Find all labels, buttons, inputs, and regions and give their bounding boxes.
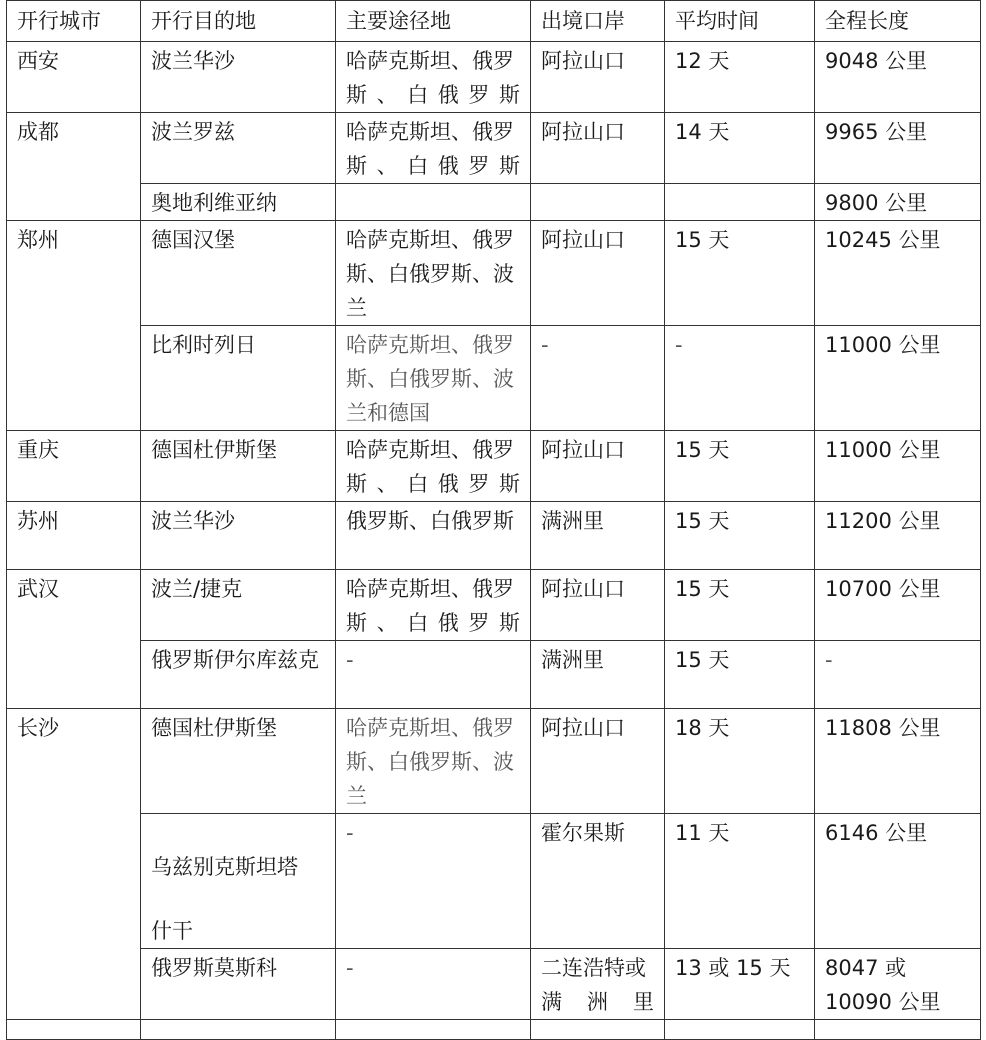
- cell-length: -: [815, 641, 981, 709]
- cell-empty: [665, 1020, 815, 1040]
- cell-via: 哈萨克斯坦、俄罗斯、白俄罗斯: [336, 431, 531, 502]
- cell-length: 11000 公里: [815, 431, 981, 502]
- destination-line-2: 什干: [151, 919, 193, 943]
- cell-time: 13 或 15 天: [665, 949, 815, 1020]
- cell-length: 11808 公里: [815, 709, 981, 814]
- cell-port: 阿拉山口: [531, 42, 665, 113]
- header-via: 主要途径地: [336, 1, 531, 42]
- cell-empty: [336, 1020, 531, 1040]
- table-row: [7, 326, 981, 431]
- cell-port: 阿拉山口: [531, 113, 665, 184]
- cell-time: 15 天: [665, 641, 815, 709]
- table-row: [7, 709, 981, 814]
- cell-length: 10245 公里: [815, 221, 981, 326]
- header-port: 出境口岸: [531, 1, 665, 42]
- table-row: [7, 502, 981, 570]
- cell-time: -: [665, 326, 815, 431]
- cell-time: 15 天: [665, 221, 815, 326]
- table-header: [7, 1, 981, 42]
- cell-port: 阿拉山口: [531, 570, 665, 641]
- railway-routes-table: [6, 0, 981, 1040]
- cell-via: -: [336, 949, 531, 1020]
- cell-time: 12 天: [665, 42, 815, 113]
- cell-city: 武汉: [7, 570, 141, 709]
- destination-line-1: 乌兹别克斯坦塔: [151, 855, 298, 879]
- cell-empty: [141, 1020, 336, 1040]
- cell-length: 9965 公里: [815, 113, 981, 184]
- cell-destination: 俄罗斯莫斯科: [141, 949, 336, 1020]
- cell-via: 哈萨克斯坦、俄罗斯、白俄罗斯: [336, 570, 531, 641]
- cell-length: 11000 公里: [815, 326, 981, 431]
- table-row: [7, 949, 981, 1020]
- cell-port: 霍尔果斯: [531, 814, 665, 949]
- table-row: [7, 184, 981, 221]
- cell-destination: 奥地利维亚纳: [141, 184, 336, 221]
- cell-city: 重庆: [7, 431, 141, 502]
- cell-via: 俄罗斯、白俄罗斯: [336, 502, 531, 570]
- cell-destination: 波兰华沙: [141, 42, 336, 113]
- header-destination: 开行目的地: [141, 1, 336, 42]
- cell-empty: [7, 1020, 141, 1040]
- cell-via: 哈萨克斯坦、俄罗斯、白俄罗斯、波兰: [336, 709, 531, 814]
- cell-city: 成都: [7, 113, 141, 221]
- cell-port: -: [531, 326, 665, 431]
- cell-destination: 比利时列日: [141, 326, 336, 431]
- table-row: [7, 113, 981, 184]
- cell-port: 阿拉山口: [531, 431, 665, 502]
- cell-empty: [815, 1020, 981, 1040]
- table-row: [7, 814, 981, 949]
- table-row: [7, 1020, 981, 1040]
- cell-length: 9800 公里: [815, 184, 981, 221]
- cell-length: 6146 公里: [815, 814, 981, 949]
- cell-time: 15 天: [665, 570, 815, 641]
- cell-time: 14 天: [665, 113, 815, 184]
- cell-port: [531, 184, 665, 221]
- cell-port: 满洲里: [531, 502, 665, 570]
- cell-length: 11200 公里: [815, 502, 981, 570]
- table-row: [7, 641, 981, 709]
- cell-destination: 德国杜伊斯堡: [141, 431, 336, 502]
- table-row: [7, 42, 981, 113]
- cell-via: 哈萨克斯坦、俄罗斯、白俄罗斯: [336, 113, 531, 184]
- cell-via: -: [336, 814, 531, 949]
- cell-destination: 俄罗斯伊尔库兹克: [141, 641, 336, 709]
- header-row: [7, 1, 981, 42]
- cell-via: [336, 184, 531, 221]
- header-length: 全程长度: [815, 1, 981, 42]
- table-row: [7, 570, 981, 641]
- cell-destination: 波兰罗兹: [141, 113, 336, 184]
- cell-city: 苏州: [7, 502, 141, 570]
- cell-length: 9048 公里: [815, 42, 981, 113]
- cell-via: 哈萨克斯坦、俄罗斯、白俄罗斯、波兰和德国: [336, 326, 531, 431]
- cell-time: 18 天: [665, 709, 815, 814]
- cell-destination: 波兰华沙: [141, 502, 336, 570]
- table-body: [7, 42, 981, 1040]
- table-row: [7, 221, 981, 326]
- cell-empty: [531, 1020, 665, 1040]
- route-table-container: [6, 0, 986, 1014]
- cell-port: 阿拉山口: [531, 221, 665, 326]
- cell-city: 西安: [7, 42, 141, 113]
- cell-destination: 德国杜伊斯堡: [141, 709, 336, 814]
- cell-port: 二连浩特或满洲里: [531, 949, 665, 1020]
- cell-time: 15 天: [665, 431, 815, 502]
- cell-destination: 德国汉堡: [141, 221, 336, 326]
- cell-length: 8047 或 10090 公里: [815, 949, 981, 1020]
- cell-time: [665, 184, 815, 221]
- cell-port: 满洲里: [531, 641, 665, 709]
- cell-time: 15 天: [665, 502, 815, 570]
- cell-via: 哈萨克斯坦、俄罗斯、白俄罗斯: [336, 42, 531, 113]
- cell-city: 长沙: [7, 709, 141, 1020]
- cell-destination: 波兰/捷克: [141, 570, 336, 641]
- cell-via: -: [336, 641, 531, 709]
- header-time: 平均时间: [665, 1, 815, 42]
- cell-via: 哈萨克斯坦、俄罗斯、白俄罗斯、波兰: [336, 221, 531, 326]
- cell-port: 阿拉山口: [531, 709, 665, 814]
- cell-time: 11 天: [665, 814, 815, 949]
- cell-length: 10700 公里: [815, 570, 981, 641]
- header-city: 开行城市: [7, 1, 141, 42]
- cell-destination: [141, 814, 336, 949]
- table-row: [7, 431, 981, 502]
- cell-city: 郑州: [7, 221, 141, 431]
